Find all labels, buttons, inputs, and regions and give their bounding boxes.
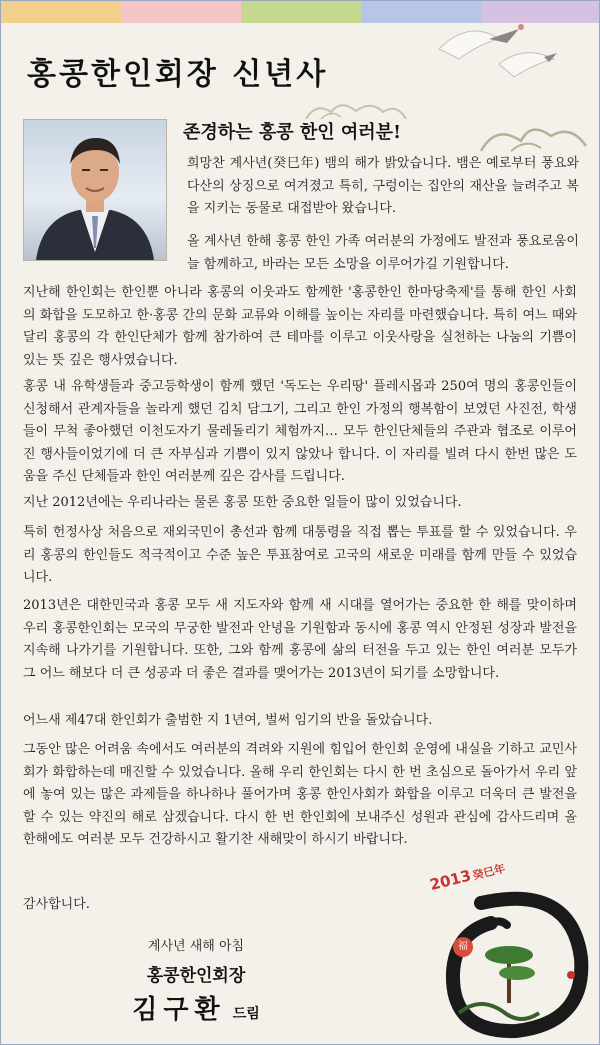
greeting-heading: 존경하는 홍콩 한인 여러분! — [183, 122, 401, 143]
signature-organization: 홍콩한인회장 — [146, 966, 246, 986]
signature-line — [1, 989, 391, 1026]
paragraph-8: 어느새 제47대 한인회가 출범한 지 1년여, 벌써 임기의 반을 돌았습니다. — [23, 713, 433, 728]
stripe-segment-1 — [1, 1, 121, 23]
portrait-image — [24, 120, 166, 260]
crane-illustration — [429, 9, 559, 89]
president-photo — [23, 119, 167, 261]
paragraph-4: 홍콩 내 유학생들과 중고등학생이 함께 했던 '독도는 우리땅' 플레시몹과 250여 명의 홍콩인들이 신청해서 관계자들을 놀라게 했던 김치 담그기, 그리고 한인 가정의 행복함이 보였던 사진전, 학생들이 무척 좋아했던 이천도자기 물레돌리기 체험까지… 모두 한인단체들의 주관과 협조로 이루어진 행사들이었기에 더 큰 자부심과 기쁨이 있지 않았나 합니다. 이 자리를 빌려 다시 한번 많은 도움을 주신 단체들과 한인 여러분께 깊은 감사를 드립니다. — [23, 379, 578, 484]
paragraph-9: 그동안 많은 어려움 속에서도 여러분의 격려와 지원에 힘입어 한인회 운영에 내실을 기하고 교민사회가 화합하는데 매진할 수 있었습니다. 올해 우리 한인회는 다시 한 번 초심으로 돌아가서 우리 앞에 놓여 있는 많은 과제들을 하나하나 풀어가며 홍콩 한인사회가 화합을 이루고 더욱더 큰 발전을 할 수 있는 약진의 해로 삼겠습니다. 다시 한 번 한인회에 보내주신 성원과 관심에 감사드리며 올 한해에도 여러분 모두 건강하시고 활기찬 새해맞이 하시기 바랍니다. — [23, 742, 577, 847]
paragraph-5: 지난 2012년에는 우리나라는 물론 홍콩 또한 중요한 일들이 많이 있었습니다. — [23, 495, 462, 510]
fortune-seal-icon: 福 — [453, 937, 473, 957]
paragraph-6: 특히 헌정사상 처음으로 재외국민이 총선과 함께 대통령을 직접 뽑는 투표를 할 수 있었습니다. 우리 홍콩의 한인들도 적극적이고 수준 높은 투표참여로 고국의 새로운 미래를 함께 만들 수 있었습니다. — [23, 525, 577, 585]
page-title: 홍콩한인회장 신년사 — [27, 57, 329, 92]
paragraph-7: 2013년은 대한민국과 홍콩 모두 새 지도자와 함께 새 시대를 열어가는 중요한 한 해를 맞이하며 우리 홍콩한인회는 모국의 무궁한 발전과 안녕을 기원함과 동시에 홍콩 역시 안정된 성장과 발전을 지속해 나가기를 기원합니다. 또한, 그와 함께 홍콩에 삶의 터전을 두고 있는 한인 여러분 모두가 그 어느 해보다 더 큰 성공과 더 좋은 결과를 맺어가는 2013년이 되기를 소망합니다. — [23, 598, 577, 681]
paragraph-2: 올 계사년 한해 홍콩 한인 가족 여러분의 가정에도 발전과 풍요로움이 늘 함께하고, 바라는 모든 소망을 이루어가길 기원합니다. — [187, 234, 579, 272]
signature-date-line: 계사년 새해 아침 — [147, 939, 245, 954]
stripe-segment-2 — [121, 1, 241, 23]
closing-text: 감사합니다. — [23, 897, 90, 912]
signature-name: 김구환 — [132, 995, 226, 1025]
stripe-segment-3 — [241, 1, 361, 23]
signature-suffix: 드림 — [232, 1006, 260, 1022]
paragraph-3: 지난해 한인회는 한인뿐 아니라 홍콩의 이웃과도 함께한 '홍콩한인 한마당축제'를 통해 한인 사회의 화합을 도모하고 한·홍콩 간의 문화 교류와 이해를 높이는 자리를 마련했습니다. 특히 여느 때와 달리 홍콩의 각 한인단체가 함께 참가하여 큰 테마를 이루고 이웃사랑을 실천하는 나눔의 기쁨이 있는 뜻 깊은 행사였습니다. — [23, 285, 577, 368]
year-hanja: 癸巳年 — [471, 861, 507, 883]
year-number: 2013 — [427, 866, 473, 895]
paragraph-1: 희망찬 계사년(癸巳年) 뱀의 해가 밝았습니다. 뱀은 예로부터 풍요와 다산의 상징으로 여겨졌고 특히, 구렁이는 집안의 재산을 늘려주고 복을 지키는 동물로 대접받아 왔습니다. — [187, 156, 579, 216]
